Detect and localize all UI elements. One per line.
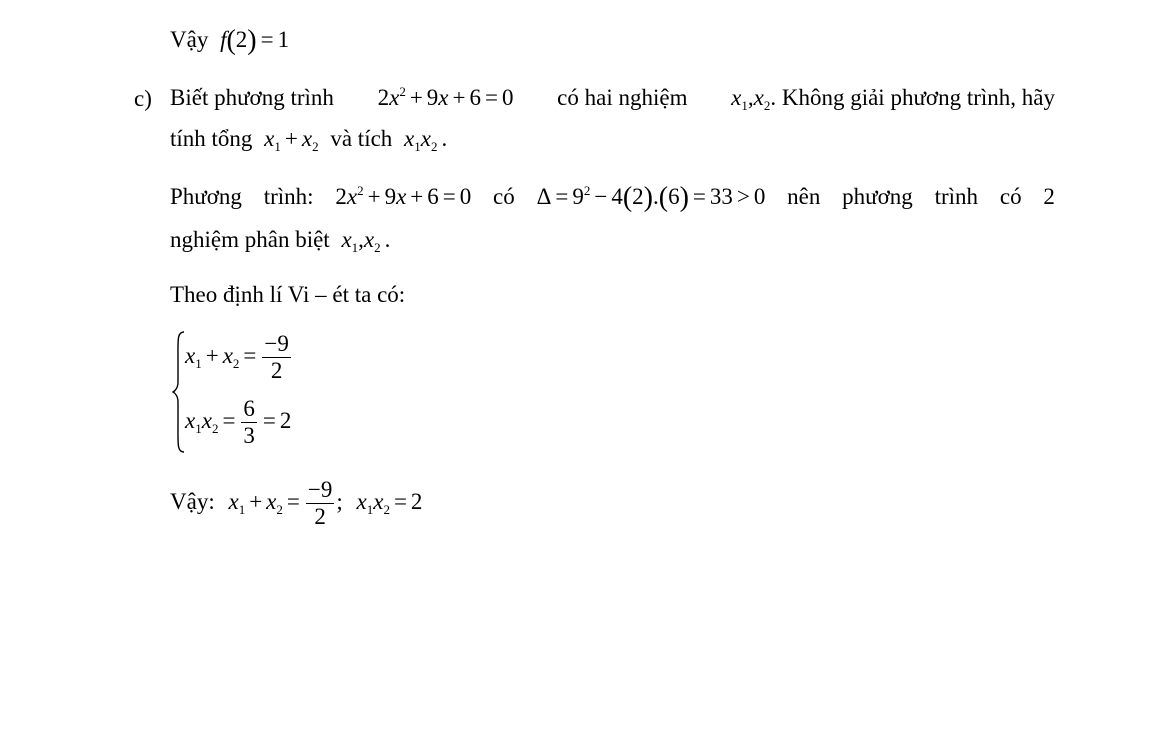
vieta-intro: Theo định lí Vi – ét ta có: <box>170 282 406 307</box>
result-f2: Vậy f(2) = 1 <box>170 25 290 56</box>
fraction-product: $\frac{6}{3}$ <box>243 396 255 449</box>
equation-quadratic: $2x^2 + 9x + 6 = 0$ <box>377 84 514 110</box>
sum-expression: $x_1 + x_2$ <box>264 126 319 154</box>
function-f: f <box>220 27 227 52</box>
conclusion: Vậy: $x_1 + x_2$ = $\frac{-9}{2}$ ; $x_1x_2 = 2$ <box>170 477 423 530</box>
text-biet-phuong-trinh: Biết phương trình <box>170 85 334 110</box>
system-eq-product: $x_1x_2$ = $\frac{6}{3}$ = 2 <box>185 396 292 449</box>
discriminant-expression: $\Delta = 9^2 - 4(2).(6) = 33 > 0$ <box>536 182 766 213</box>
discriminant-line1: Phương trình: $2x^2 + 9x + 6 = 0$ có $\Delta = 9^2 - 4(2).(6) = 33 > 0$ nên phương trình có 2 <box>170 182 1055 213</box>
conclusion-label: Vậy: <box>170 488 215 514</box>
part-c-question-line1 <box>170 85 1055 111</box>
discriminant-line2: nghiệm phân biệt $x_1,x_2$ . <box>170 227 391 255</box>
fraction-sum: $\frac{-9}{2}$ <box>264 331 289 384</box>
fraction-conclusion: $\frac{-9}{2}$ <box>307 477 333 530</box>
system-brace <box>172 330 186 454</box>
text-co-hai-nghiem: có hai nghiệm <box>557 85 688 110</box>
system-eq-sum: $x_1 + x_2$ = $\frac{-9}{2}$ <box>185 331 289 384</box>
roots-x1-x2: $x_1,x_2$. Không giải phương trình, hãy <box>731 85 1055 113</box>
equation-quadratic-2: $2x^2 + 9x + 6 = 0$ <box>335 183 472 209</box>
part-c-question-line2: tính tổng $x_1 + x_2$ và tích $x_1x_2$ . <box>170 126 448 154</box>
product-expression: $x_1x_2$ . <box>404 126 448 154</box>
part-c-label: c) <box>134 86 152 111</box>
vay-label: Vậy <box>170 27 209 52</box>
